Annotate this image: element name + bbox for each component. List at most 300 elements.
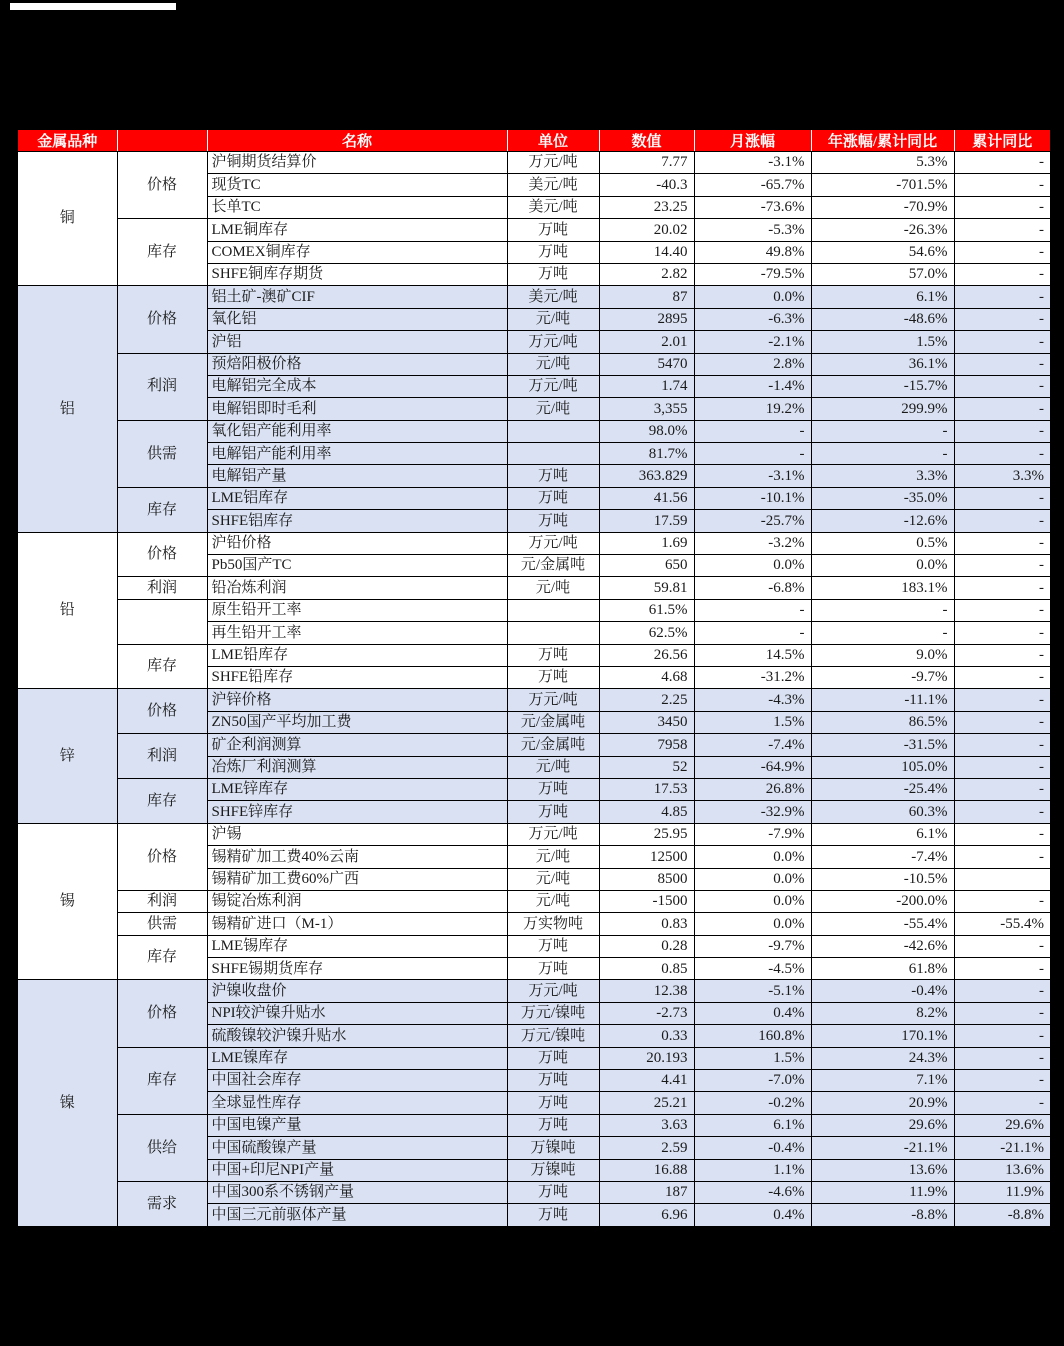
name-cell: 中国硫酸镍产量 [207,1137,507,1159]
mom-cell: 26.8% [694,778,811,800]
cum-cell: 11.9% [954,1181,1051,1203]
name-cell: 沪铜期货结算价 [207,152,507,174]
metal-cell: 铅 [17,532,117,689]
unit-cell: 万吨 [507,1070,599,1092]
value-cell: 3,355 [599,398,694,420]
metals-report [16,128,1052,1228]
yoy-cell: 11.9% [811,1181,954,1203]
name-cell: 铝土矿-澳矿CIF [207,286,507,308]
mom-cell: 1.5% [694,1047,811,1069]
table-row [17,913,1051,935]
cum-cell: - [954,846,1051,868]
metal-cell: 铜 [17,152,117,286]
category-cell: 利润 [117,890,207,912]
name-cell: 中国三元前驱体产量 [207,1204,507,1227]
yoy-cell: -10.5% [811,868,954,890]
yoy-cell: 60.3% [811,801,954,823]
cum-cell: 13.6% [954,1159,1051,1181]
cum-cell: - [954,219,1051,241]
yoy-cell: -55.4% [811,913,954,935]
mom-cell: -4.5% [694,958,811,980]
unit-cell: 万元/吨 [507,331,599,353]
yoy-cell: -200.0% [811,890,954,912]
value-cell: 1.74 [599,375,694,397]
category-cell: 库存 [117,778,207,823]
unit-cell: 元/金属吨 [507,555,599,577]
yoy-cell: -701.5% [811,174,954,196]
category-cell: 库存 [117,935,207,980]
value-cell: 4.85 [599,801,694,823]
header-category [117,129,207,152]
cum-cell: - [954,890,1051,912]
value-cell: 4.41 [599,1070,694,1092]
unit-cell: 元/吨 [507,353,599,375]
cum-cell: - [954,734,1051,756]
yoy-cell: 9.0% [811,644,954,666]
yoy-cell: 20.9% [811,1092,954,1114]
unit-cell: 万吨 [507,1114,599,1136]
mom-cell: -3.1% [694,152,811,174]
cum-cell: - [954,689,1051,711]
name-cell: 电解铝完全成本 [207,375,507,397]
cum-cell: - [954,174,1051,196]
yoy-cell: -70.9% [811,196,954,218]
yoy-cell: 54.6% [811,241,954,263]
name-cell: ZN50国产平均加工费 [207,711,507,733]
cum-cell: - [954,577,1051,599]
table-row [17,778,1051,800]
name-cell: SHFE铝库存 [207,510,507,532]
unit-cell: 万吨 [507,801,599,823]
value-cell: 20.193 [599,1047,694,1069]
name-cell: 沪锌价格 [207,689,507,711]
name-cell: Pb50国产TC [207,555,507,577]
value-cell: 41.56 [599,487,694,509]
name-cell: 沪锡 [207,823,507,845]
yoy-cell: 13.6% [811,1159,954,1181]
header-unit: 单位 [507,129,599,152]
name-cell: 中国300系不锈钢产量 [207,1181,507,1203]
mom-cell: 0.4% [694,1002,811,1024]
unit-cell: 万元/镍吨 [507,1002,599,1024]
mom-cell: -5.1% [694,980,811,1002]
category-cell: 需求 [117,1181,207,1226]
cum-cell: - [954,599,1051,621]
table-row [17,689,1051,711]
value-cell: 0.85 [599,958,694,980]
value-cell: 59.81 [599,577,694,599]
yoy-cell: 5.3% [811,152,954,174]
value-cell: -40.3 [599,174,694,196]
unit-cell [507,599,599,621]
table-row [17,420,1051,442]
value-cell: 52 [599,756,694,778]
yoy-cell: 0.0% [811,555,954,577]
cum-cell: - [954,286,1051,308]
unit-cell: 万镍吨 [507,1159,599,1181]
value-cell: 20.02 [599,219,694,241]
unit-cell: 元/吨 [507,756,599,778]
value-cell: 14.40 [599,241,694,263]
cum-cell: - [954,263,1051,285]
unit-cell: 万元/吨 [507,532,599,554]
cum-cell: - [954,644,1051,666]
table-row [17,1047,1051,1069]
table-row [17,890,1051,912]
unit-cell: 万镍吨 [507,1137,599,1159]
value-cell: 26.56 [599,644,694,666]
unit-cell: 元/吨 [507,577,599,599]
cum-cell: - [954,152,1051,174]
category-cell: 价格 [117,980,207,1047]
name-cell: 全球显性库存 [207,1092,507,1114]
mom-cell: - [694,420,811,442]
category-cell: 价格 [117,823,207,890]
mom-cell: -5.3% [694,219,811,241]
table-header-row [17,129,1051,152]
unit-cell: 万吨 [507,263,599,285]
name-cell: 电解铝即时毛利 [207,398,507,420]
category-cell: 价格 [117,689,207,734]
yoy-cell: 299.9% [811,398,954,420]
unit-cell: 万吨 [507,241,599,263]
yoy-cell: 86.5% [811,711,954,733]
category-cell: 库存 [117,644,207,689]
cum-cell: - [954,935,1051,957]
yoy-cell: 8.2% [811,1002,954,1024]
yoy-cell: 170.1% [811,1025,954,1047]
name-cell: 氧化铝 [207,308,507,330]
mom-cell: -64.9% [694,756,811,778]
category-cell: 利润 [117,734,207,779]
mom-cell: -79.5% [694,263,811,285]
cum-cell: - [954,1070,1051,1092]
cum-cell: - [954,443,1051,465]
yoy-cell: 24.3% [811,1047,954,1069]
mom-cell: -7.9% [694,823,811,845]
name-cell: 中国社会库存 [207,1070,507,1092]
name-cell: 锡精矿加工费40%云南 [207,846,507,868]
unit-cell: 万元/吨 [507,689,599,711]
yoy-cell: - [811,420,954,442]
mom-cell: -25.7% [694,510,811,532]
name-cell: COMEX铜库存 [207,241,507,263]
value-cell: 0.83 [599,913,694,935]
cum-cell: - [954,1092,1051,1114]
category-cell: 供需 [117,913,207,935]
metals-table [16,128,1052,1228]
category-cell: 库存 [117,1047,207,1114]
unit-cell: 万元/吨 [507,823,599,845]
cum-cell: - [954,555,1051,577]
yoy-cell: 7.1% [811,1070,954,1092]
mom-cell: 1.5% [694,711,811,733]
yoy-cell: -8.8% [811,1204,954,1227]
yoy-cell: -9.7% [811,666,954,688]
unit-cell: 元/金属吨 [507,711,599,733]
yoy-cell: 61.8% [811,958,954,980]
name-cell: 氧化铝产能利用率 [207,420,507,442]
category-cell: 供给 [117,1114,207,1181]
unit-cell: 美元/吨 [507,196,599,218]
mom-cell: 0.0% [694,286,811,308]
value-cell: 81.7% [599,443,694,465]
table-row [17,152,1051,174]
mom-cell: -32.9% [694,801,811,823]
cum-cell: - [954,532,1051,554]
unit-cell: 美元/吨 [507,286,599,308]
unit-cell: 万元/吨 [507,980,599,1002]
metal-cell: 锡 [17,823,117,980]
mom-cell: -2.1% [694,331,811,353]
name-cell: NPI较沪镍升贴水 [207,1002,507,1024]
unit-cell [507,622,599,644]
yoy-cell: -11.1% [811,689,954,711]
cum-cell: - [954,1025,1051,1047]
table-row [17,644,1051,666]
category-cell: 库存 [117,219,207,286]
yoy-cell: 1.5% [811,331,954,353]
name-cell: SHFE锡期货库存 [207,958,507,980]
name-cell: 锡精矿进口（M-1） [207,913,507,935]
mom-cell: -73.6% [694,196,811,218]
yoy-cell: - [811,599,954,621]
mom-cell: -3.2% [694,532,811,554]
name-cell: 锡锭冶炼利润 [207,890,507,912]
yoy-cell: - [811,622,954,644]
cum-cell: -21.1% [954,1137,1051,1159]
metal-cell: 锌 [17,689,117,823]
cum-cell: - [954,196,1051,218]
value-cell: 17.53 [599,778,694,800]
value-cell: 4.68 [599,666,694,688]
value-cell: 25.21 [599,1092,694,1114]
name-cell: SHFE铅库存 [207,666,507,688]
yoy-cell: 3.3% [811,465,954,487]
unit-cell: 万吨 [507,465,599,487]
table-row [17,286,1051,308]
value-cell: 2.59 [599,1137,694,1159]
name-cell: SHFE锌库存 [207,801,507,823]
cum-cell: - [954,823,1051,845]
category-cell: 库存 [117,487,207,532]
name-cell: 预焙阳极价格 [207,353,507,375]
mom-cell: 0.0% [694,913,811,935]
mom-cell: 49.8% [694,241,811,263]
mom-cell: 0.4% [694,1204,811,1227]
table-row [17,1114,1051,1136]
unit-cell: 万吨 [507,644,599,666]
yoy-cell: -15.7% [811,375,954,397]
unit-cell: 万元/镍吨 [507,1025,599,1047]
table-row [17,935,1051,957]
unit-cell: 元/吨 [507,890,599,912]
unit-cell: 万元/吨 [507,152,599,174]
cum-cell: - [954,420,1051,442]
mom-cell: 6.1% [694,1114,811,1136]
unit-cell [507,420,599,442]
name-cell: LME铅库存 [207,644,507,666]
value-cell: 6.96 [599,1204,694,1227]
mom-cell: -3.1% [694,465,811,487]
cum-cell: - [954,487,1051,509]
cum-cell: - [954,241,1051,263]
name-cell: LME铜库存 [207,219,507,241]
category-cell: 价格 [117,532,207,577]
name-cell: 电解铝产能利用率 [207,443,507,465]
yoy-cell: 105.0% [811,756,954,778]
unit-cell: 万吨 [507,1092,599,1114]
yoy-cell: -7.4% [811,846,954,868]
table-row [17,532,1051,554]
mom-cell: 0.0% [694,890,811,912]
unit-cell: 元/吨 [507,868,599,890]
cum-cell: - [954,1002,1051,1024]
value-cell: 25.95 [599,823,694,845]
mom-cell: -7.0% [694,1070,811,1092]
cum-cell: - [954,398,1051,420]
cum-cell: 29.6% [954,1114,1051,1136]
cum-cell: - [954,510,1051,532]
category-cell [117,599,207,644]
header-metal: 金属品种 [17,129,117,152]
mom-cell: -0.4% [694,1137,811,1159]
cum-cell: - [954,958,1051,980]
value-cell: 2.82 [599,263,694,285]
mom-cell: 0.0% [694,846,811,868]
name-cell: 中国电镍产量 [207,1114,507,1136]
unit-cell: 美元/吨 [507,174,599,196]
yoy-cell: 57.0% [811,263,954,285]
yoy-cell: -42.6% [811,935,954,957]
value-cell: 2.01 [599,331,694,353]
yoy-cell: 0.5% [811,532,954,554]
mom-cell: -1.4% [694,375,811,397]
value-cell: -1500 [599,890,694,912]
cum-cell: - [954,711,1051,733]
cum-cell: - [954,353,1051,375]
value-cell: 3450 [599,711,694,733]
cum-cell: - [954,1047,1051,1069]
value-cell: 7958 [599,734,694,756]
name-cell: LME锡库存 [207,935,507,957]
value-cell: 8500 [599,868,694,890]
name-cell: LME铝库存 [207,487,507,509]
unit-cell: 万吨 [507,1047,599,1069]
unit-cell: 元/金属吨 [507,734,599,756]
mom-cell: 160.8% [694,1025,811,1047]
table-row [17,219,1051,241]
header-mom: 月涨幅 [694,129,811,152]
value-cell: 23.25 [599,196,694,218]
yoy-cell: -31.5% [811,734,954,756]
unit-cell: 万吨 [507,219,599,241]
cum-cell: - [954,375,1051,397]
top-accent-bar [10,3,176,10]
cum-cell: - [954,801,1051,823]
name-cell: LME锌库存 [207,778,507,800]
value-cell: 62.5% [599,622,694,644]
table-row [17,980,1051,1002]
value-cell: 3.63 [599,1114,694,1136]
unit-cell: 万吨 [507,487,599,509]
yoy-cell: 6.1% [811,823,954,845]
mom-cell: -4.6% [694,1181,811,1203]
unit-cell [507,443,599,465]
value-cell: 650 [599,555,694,577]
name-cell: SHFE铜库存期货 [207,263,507,285]
unit-cell: 元/吨 [507,846,599,868]
metal-cell: 铝 [17,286,117,532]
mom-cell: -0.2% [694,1092,811,1114]
name-cell: 矿企利润测算 [207,734,507,756]
unit-cell: 万吨 [507,510,599,532]
cum-cell: 3.3% [954,465,1051,487]
name-cell: 电解铝产量 [207,465,507,487]
mom-cell: -4.3% [694,689,811,711]
table-row [17,353,1051,375]
cum-cell: -55.4% [954,913,1051,935]
cum-cell: - [954,980,1051,1002]
unit-cell: 万吨 [507,1181,599,1203]
table-row [17,577,1051,599]
value-cell: 1.69 [599,532,694,554]
name-cell: 铅冶炼利润 [207,577,507,599]
value-cell: 0.33 [599,1025,694,1047]
value-cell: 61.5% [599,599,694,621]
mom-cell: - [694,622,811,644]
table-row [17,734,1051,756]
yoy-cell: 183.1% [811,577,954,599]
yoy-cell: -12.6% [811,510,954,532]
cum-cell: -8.8% [954,1204,1051,1227]
yoy-cell: -25.4% [811,778,954,800]
value-cell: 98.0% [599,420,694,442]
value-cell: 0.28 [599,935,694,957]
category-cell: 供需 [117,420,207,487]
name-cell: 沪铅价格 [207,532,507,554]
value-cell: 363.829 [599,465,694,487]
yoy-cell: - [811,443,954,465]
cum-cell: - [954,778,1051,800]
mom-cell: 1.1% [694,1159,811,1181]
yoy-cell: -21.1% [811,1137,954,1159]
cum-cell: - [954,756,1051,778]
value-cell: 12500 [599,846,694,868]
unit-cell: 万吨 [507,958,599,980]
yoy-cell: -48.6% [811,308,954,330]
category-cell: 利润 [117,577,207,599]
category-cell: 价格 [117,286,207,353]
unit-cell: 元/吨 [507,398,599,420]
header-cum: 累计同比 [954,129,1051,152]
mom-cell: 2.8% [694,353,811,375]
name-cell: 中国+印尼NPI产量 [207,1159,507,1181]
cum-cell [954,868,1051,890]
unit-cell: 万实物吨 [507,913,599,935]
category-cell: 利润 [117,353,207,420]
mom-cell: -6.3% [694,308,811,330]
mom-cell: -6.8% [694,577,811,599]
table-row [17,1181,1051,1203]
name-cell: 锡精矿加工费60%广西 [207,868,507,890]
unit-cell: 元/吨 [507,308,599,330]
name-cell: 沪镍收盘价 [207,980,507,1002]
metal-cell: 镍 [17,980,117,1227]
mom-cell: 19.2% [694,398,811,420]
name-cell: 原生铅开工率 [207,599,507,621]
unit-cell: 万吨 [507,935,599,957]
